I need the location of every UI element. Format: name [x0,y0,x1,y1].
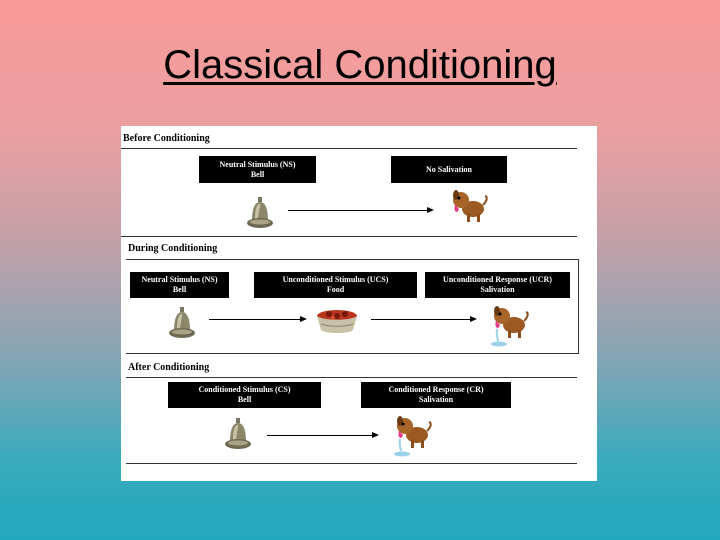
dog-icon [449,187,489,223]
during-ucs-title: Unconditioned Stimulus (UCS) [282,275,389,284]
after-top-rule [126,377,577,378]
during-ns-title: Neutral Stimulus (NS) [141,275,218,284]
before-ns-box [199,156,316,183]
during-ucr-title: Unconditioned Response (UCR) [443,275,552,284]
before-ns-title: Neutral Stimulus (NS) [219,159,296,169]
bell-icon [224,417,252,453]
before-arrow [288,210,428,211]
during-arrow-1 [209,319,301,320]
before-result-box [391,156,507,183]
after-cs-sub: Bell [237,395,252,404]
slide-title: Classical Conditioning [163,43,557,87]
salivating-dog-icon [488,303,530,349]
during-heading: During Conditioning [128,243,218,254]
during-top-rule [126,259,579,260]
after-arrow [267,435,373,436]
salivating-dog-icon [391,413,433,459]
during-ucs-sub: Food [326,285,345,294]
during-ucr-sub: Salivation [480,285,515,294]
during-bottom-rule [126,353,579,354]
bell-icon [246,196,274,232]
after-cr-box [361,382,511,408]
food-bowl-icon [315,306,359,336]
before-bottom-rule [121,236,577,237]
before-result-title: No Salivation [425,164,472,174]
during-ucs-box [254,272,417,298]
during-ucr-box [425,272,570,298]
after-bottom-rule [126,463,577,464]
during-ns-sub: Bell [172,285,187,294]
during-arrow-2 [371,319,471,320]
before-ns-sub: Bell [250,169,265,179]
after-cr-sub: Salivation [418,395,454,404]
after-heading: After Conditioning [128,362,210,373]
after-cs-box [168,382,321,408]
conditioning-diagram [121,126,597,481]
bell-icon [168,306,196,342]
after-cr-title: Conditioned Response (CR) [388,385,484,394]
before-heading: Before Conditioning [123,133,210,144]
during-ns-box [130,272,229,298]
after-cs-title: Conditioned Stimulus (CS) [198,385,291,394]
before-top-rule [121,148,577,149]
during-right-rule [578,259,579,353]
